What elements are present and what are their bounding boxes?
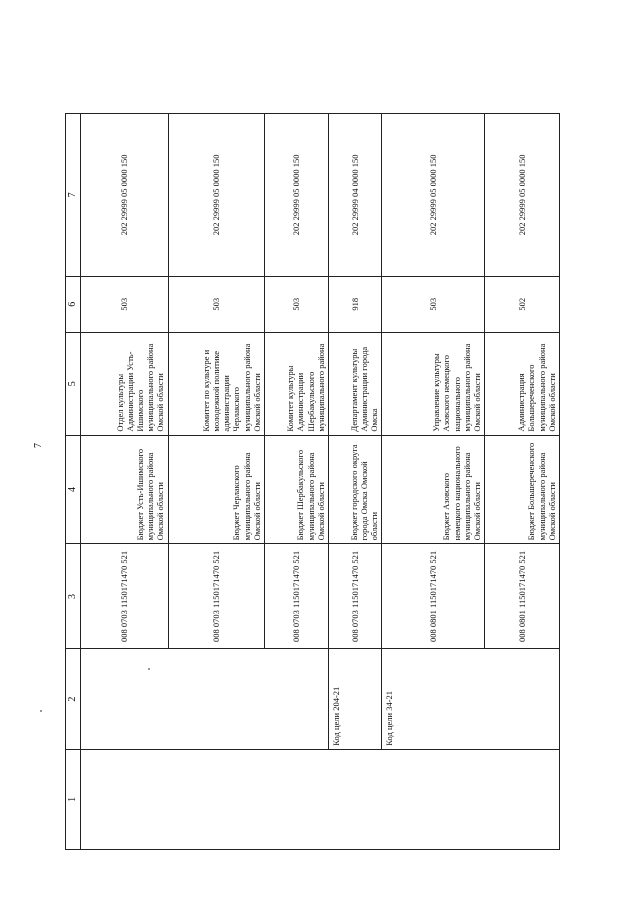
column-2-cell xyxy=(81,649,329,749)
budget-name-cell: Бюджет городского округа города Омска Омской области xyxy=(329,435,382,544)
recipient-cell: Отдел культуры Администрации Усть-Ишимского муниципального района Омской области xyxy=(81,332,169,435)
column-header-2: 2 xyxy=(66,649,81,749)
budget-code-cell: 008 0801 1150171470 521 xyxy=(485,544,560,649)
goal-code-cell: Код цели 34-21 xyxy=(382,649,560,749)
budget-code-cell: 008 0703 1150171470 521 xyxy=(168,544,264,649)
column-header-5: 5 xyxy=(66,332,81,435)
revenue-code-cell: 202 29999 04 0000 150 xyxy=(329,114,382,277)
table-row xyxy=(329,114,382,850)
grbs-cell: 503 xyxy=(382,276,485,332)
grbs-cell: 503 xyxy=(81,276,169,332)
budget-name-cell: Бюджет Шербакульского муниципального района Омской области xyxy=(264,435,328,544)
grbs-cell: 502 xyxy=(485,276,560,332)
revenue-code-cell: 202 29999 05 0000 150 xyxy=(264,114,328,277)
header-row xyxy=(66,114,81,850)
grbs-cell: 918 xyxy=(329,276,382,332)
page-number: 7 xyxy=(33,443,44,448)
budget-name-cell: Бюджет Большереченского муниципального района Омской области xyxy=(485,435,560,544)
recipient-cell: Департамент культуры Администрации города Омска xyxy=(329,332,382,435)
budget-name-cell: Бюджет Азовского немецкого национального муниципального района Омской области xyxy=(382,435,485,544)
recipient-cell: Управление культуры Азовского немецкого национального муниципального района Омской области xyxy=(382,332,485,435)
recipient-cell: Комитет по культуре и молодежной политике администрации Черлакского муниципального района Омской области xyxy=(168,332,264,435)
revenue-code-cell: 202 29999 05 0000 150 xyxy=(485,114,560,277)
budget-name-cell: Бюджет Усть-Ишимского муниципального района Омской области xyxy=(81,435,169,544)
column-header-1: 1 xyxy=(66,749,81,849)
budget-code-cell: 008 0703 1150171470 521 xyxy=(329,544,382,649)
recipient-cell: Комитет культуры Администрации Шербакульского муниципального района xyxy=(264,332,328,435)
revenue-code-cell: 202 29999 05 0000 150 xyxy=(168,114,264,277)
grbs-cell: 503 xyxy=(264,276,328,332)
column-1-cell xyxy=(81,749,560,849)
budget-table xyxy=(65,113,560,850)
table-row xyxy=(81,114,169,850)
scan-speck xyxy=(40,710,42,712)
budget-table-container xyxy=(65,113,560,850)
goal-code-cell: Код цели 204-21 xyxy=(329,649,382,749)
column-header-7: 7 xyxy=(66,114,81,277)
column-header-3: 3 xyxy=(66,544,81,649)
budget-code-cell: 008 0703 1150171470 521 xyxy=(81,544,169,649)
column-header-4: 4 xyxy=(66,435,81,544)
revenue-code-cell: 202 29999 05 0000 150 xyxy=(382,114,485,277)
table-row xyxy=(382,114,485,850)
budget-code-cell: 008 0703 1150171470 521 xyxy=(264,544,328,649)
column-header-6: 6 xyxy=(66,276,81,332)
budget-code-cell: 008 0801 1150171470 521 xyxy=(382,544,485,649)
grbs-cell: 503 xyxy=(168,276,264,332)
recipient-cell: Администрация Большереченского муниципального района Омской области xyxy=(485,332,560,435)
budget-name-cell: Бюджет Черлакского муниципального района Омской области xyxy=(168,435,264,544)
revenue-code-cell: 202 29999 05 0000 150 xyxy=(81,114,169,277)
